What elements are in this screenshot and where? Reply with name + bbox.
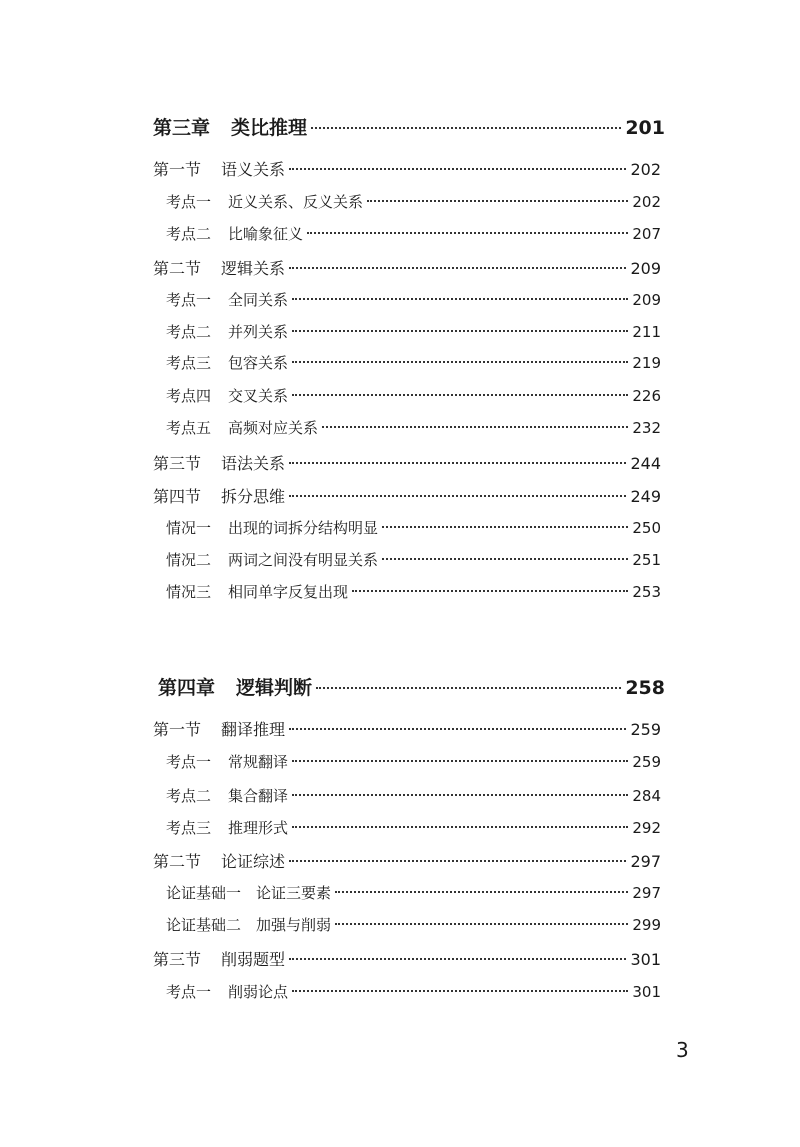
toc-chapter (153, 113, 665, 140)
section-label: 第二节 (153, 259, 202, 278)
leader-dots (292, 330, 628, 332)
leader-dots (289, 168, 626, 170)
page-number: 202 (632, 193, 661, 211)
point-title: 交叉关系 (228, 387, 289, 405)
chapter-title: 类比推理 (231, 117, 308, 139)
leader-dots (292, 361, 628, 363)
toc-point (166, 581, 661, 602)
point-title: 包容关系 (228, 354, 289, 372)
point-label: 考点一 (166, 753, 212, 771)
toc-point (166, 223, 661, 244)
page-number: 301 (630, 950, 661, 969)
leader-dots (292, 794, 628, 796)
toc-point (166, 385, 661, 406)
point-title: 论证三要素 (256, 884, 332, 902)
point-title: 削弱论点 (228, 983, 289, 1001)
point-label: 考点四 (166, 387, 212, 405)
leader-dots (289, 267, 626, 269)
toc-point (166, 785, 661, 806)
leader-dots (292, 394, 628, 396)
section-title: 语法关系 (221, 454, 286, 473)
point-label: 考点三 (166, 354, 212, 372)
section-label: 第一节 (153, 720, 202, 739)
toc-point (166, 817, 661, 838)
page-number: 284 (632, 787, 661, 805)
section-title: 语义关系 (221, 160, 286, 179)
toc-point (166, 751, 661, 772)
page-number: 209 (632, 291, 661, 309)
point-label: 考点五 (166, 419, 212, 437)
leader-dots (292, 298, 628, 300)
toc-point (166, 549, 661, 570)
page-number: 244 (630, 454, 661, 473)
page-number: 209 (630, 259, 661, 278)
toc-point (166, 289, 661, 310)
page-number: 207 (632, 225, 661, 243)
page-folio-number: 3 (676, 1038, 689, 1062)
point-label: 考点一 (166, 983, 212, 1001)
toc-point (166, 882, 661, 903)
toc-section (153, 717, 661, 740)
page-number: 297 (630, 852, 661, 871)
chapter-title: 逻辑判断 (236, 677, 313, 699)
page-number: 258 (625, 677, 665, 699)
page-number: 249 (630, 487, 661, 506)
page-number: 219 (632, 354, 661, 372)
leader-dots (382, 526, 628, 528)
point-label: 情况一 (166, 519, 212, 537)
point-label: 情况三 (166, 583, 212, 601)
toc-section (153, 157, 661, 180)
leader-dots (322, 426, 628, 428)
page-number: 259 (630, 720, 661, 739)
chapter-label: 第四章 (158, 677, 216, 699)
toc-point (166, 352, 661, 373)
page-number: 201 (625, 117, 665, 139)
page-number: 253 (632, 583, 661, 601)
point-label: 论证基础二 (166, 916, 242, 934)
section-title: 逻辑关系 (221, 259, 286, 278)
point-label: 考点一 (166, 291, 212, 309)
page-number: 251 (632, 551, 661, 569)
point-label: 考点二 (166, 787, 212, 805)
leader-dots (316, 687, 621, 689)
point-title: 出现的词拆分结构明显 (228, 519, 379, 537)
page-number: 301 (632, 983, 661, 1001)
toc-section (153, 849, 661, 872)
point-title: 并列关系 (228, 323, 289, 341)
leader-dots (352, 590, 628, 592)
point-title: 加强与削弱 (256, 916, 332, 934)
toc-section (153, 947, 661, 970)
point-label: 考点一 (166, 193, 212, 211)
leader-dots (367, 200, 628, 202)
toc-point (166, 914, 661, 935)
point-label: 考点三 (166, 819, 212, 837)
point-title: 推理形式 (228, 819, 289, 837)
chapter-label: 第三章 (153, 117, 211, 139)
toc-point (166, 517, 661, 538)
leader-dots (292, 760, 628, 762)
toc-chapter (158, 673, 665, 700)
toc-point (166, 191, 661, 212)
page-number: 250 (632, 519, 661, 537)
toc-section (153, 451, 661, 474)
section-label: 第二节 (153, 852, 202, 871)
leader-dots (335, 891, 628, 893)
page-number: 297 (632, 884, 661, 902)
section-title: 翻译推理 (221, 720, 286, 739)
toc-section (153, 484, 661, 507)
toc-point (166, 417, 661, 438)
point-label: 考点二 (166, 225, 212, 243)
point-title: 相同单字反复出现 (228, 583, 349, 601)
point-title: 两词之间没有明显关系 (228, 551, 379, 569)
page-number: 292 (632, 819, 661, 837)
point-title: 近义关系、反义关系 (228, 193, 364, 211)
point-title: 常规翻译 (228, 753, 289, 771)
page-number: 211 (632, 323, 661, 341)
leader-dots (292, 826, 628, 828)
page-number: 202 (630, 160, 661, 179)
point-label: 情况二 (166, 551, 212, 569)
leader-dots (335, 923, 628, 925)
section-label: 第三节 (153, 454, 202, 473)
toc-point (166, 981, 661, 1002)
leader-dots (311, 127, 621, 129)
section-label: 第三节 (153, 950, 202, 969)
point-label: 考点二 (166, 323, 212, 341)
page-number: 226 (632, 387, 661, 405)
page-number: 259 (632, 753, 661, 771)
section-label: 第一节 (153, 160, 202, 179)
point-title: 全同关系 (228, 291, 289, 309)
page-number: 299 (632, 916, 661, 934)
point-title: 集合翻译 (228, 787, 289, 805)
toc-point (166, 321, 661, 342)
section-title: 拆分思维 (221, 487, 286, 506)
section-label: 第四节 (153, 487, 202, 506)
leader-dots (292, 990, 628, 992)
point-title: 比喻象征义 (228, 225, 304, 243)
toc-section (153, 256, 661, 279)
point-title: 高频对应关系 (228, 419, 319, 437)
page-number: 232 (632, 419, 661, 437)
leader-dots (289, 462, 626, 464)
section-title: 削弱题型 (221, 950, 286, 969)
section-title: 论证综述 (221, 852, 286, 871)
leader-dots (289, 495, 626, 497)
leader-dots (289, 860, 626, 862)
leader-dots (382, 558, 628, 560)
leader-dots (289, 728, 626, 730)
leader-dots (307, 232, 628, 234)
leader-dots (289, 958, 626, 960)
point-label: 论证基础一 (166, 884, 242, 902)
